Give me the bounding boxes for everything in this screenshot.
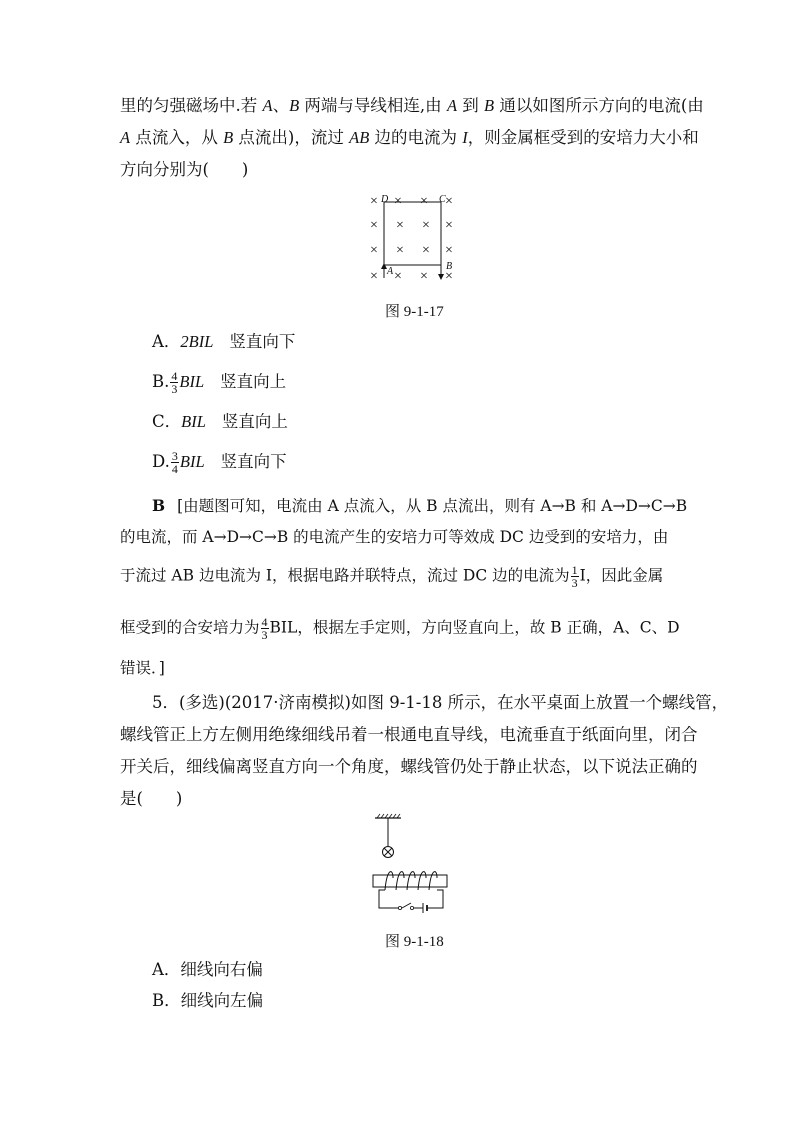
fraction-numerator: 3 — [171, 449, 178, 463]
answer-text: 框受到的合安培力为 — [120, 618, 260, 637]
fraction-denominator: 3 — [571, 576, 578, 590]
label-a: A — [446, 96, 458, 115]
intro-line-3: 方向分别为( ) — [120, 160, 249, 179]
text-run: 通以如图所示方向的电流(由 — [494, 96, 704, 115]
vertex-label-a: A — [387, 266, 394, 277]
text-run: 、 — [272, 96, 290, 115]
answer-letter: B — [152, 496, 166, 515]
option-value: 2BIL — [180, 332, 214, 351]
svg-text:×: × — [396, 243, 404, 258]
svg-text:×: × — [394, 194, 402, 209]
intro-line-1 — [120, 96, 704, 116]
q5-line-2: 螺线管正上方左侧用绝缘细线吊着一根通电直导线，电流垂直于纸面向里，闭合 — [120, 725, 698, 744]
answer-text: [由题图可知，电流由 A 点流入，从 B 点流出，则有 A→B 和 A→D→C→B — [177, 497, 688, 515]
intro-line-2 — [120, 128, 699, 148]
option-letter: C． — [152, 412, 182, 431]
text-run: 点流出)，流过 — [233, 128, 350, 147]
magnetic-field-diagram — [360, 188, 470, 288]
figure-caption: 图 9-1-17 — [385, 304, 444, 320]
svg-text:×: × — [370, 269, 378, 284]
svg-text:×: × — [370, 243, 378, 258]
fraction-denominator: 3 — [171, 382, 178, 396]
option-letter: A． — [152, 332, 181, 351]
text-run: 边的电流为 — [369, 128, 463, 147]
svg-text:×: × — [420, 194, 428, 209]
option-direction: 竖直向下 — [220, 452, 287, 471]
svg-text:×: × — [370, 218, 378, 233]
svg-text:×: × — [422, 218, 430, 233]
option-d — [152, 450, 287, 475]
svg-text:×: × — [422, 243, 430, 258]
answer-line-1 — [152, 496, 687, 516]
label-b: B — [223, 128, 234, 147]
svg-text:×: × — [445, 218, 453, 233]
label-i: I — [462, 128, 468, 147]
option-direction: 竖直向下 — [229, 332, 296, 351]
answer-line-3 — [120, 564, 663, 589]
figure-9-1-18 — [365, 812, 461, 918]
fraction-denominator: 4 — [171, 462, 178, 476]
fraction — [261, 616, 269, 641]
vertex-label-d: D — [381, 194, 389, 205]
figure-9-1-17 — [360, 188, 470, 288]
fraction — [170, 370, 178, 395]
fraction-numerator: 4 — [171, 369, 178, 383]
svg-text:×: × — [396, 218, 404, 233]
fraction-denominator: 3 — [261, 628, 268, 642]
svg-text:×: × — [445, 194, 453, 209]
option-letter: D. — [152, 452, 170, 471]
figure-caption: 图 9-1-18 — [385, 934, 444, 950]
option-letter: B. — [152, 372, 170, 391]
vertex-label-c: C — [439, 194, 446, 205]
option-b: B．细线向左偏 — [152, 991, 264, 1010]
svg-text:×: × — [445, 269, 453, 284]
text-run: 点流入，从 — [130, 128, 224, 147]
q5-line-1: 5．(多选)(2017·济南模拟)如图 9-1-18 所示，在水平桌面上放置一个螺线管， — [152, 693, 729, 712]
option-a: A．细线向右偏 — [152, 960, 263, 979]
fraction — [171, 450, 179, 475]
option-direction: 竖直向上 — [220, 372, 287, 391]
fraction — [571, 564, 579, 589]
option-c — [152, 412, 288, 432]
option-b — [152, 370, 286, 395]
label-a: A — [262, 96, 273, 115]
label-b: B — [484, 96, 495, 115]
answer-line-5: 错误．] — [120, 659, 165, 677]
svg-text:×: × — [445, 243, 453, 258]
text-run: 到 — [457, 96, 485, 115]
label-a: A — [120, 128, 131, 147]
answer-line-2: 的电流，而 A→D→C→B 的电流产生的安培力可等效成 DC 边受到的安培力，由 — [120, 528, 669, 546]
option-value: BIL — [181, 412, 206, 431]
answer-text: I，因此金属 — [579, 566, 664, 585]
label-b: B — [289, 96, 300, 115]
answer-line-4 — [120, 616, 680, 641]
q5-line-3: 开关后，细线偏离竖直方向一个角度，螺线管仍处于静止状态，以下说法正确的 — [120, 757, 698, 776]
solenoid-diagram — [365, 812, 461, 918]
fraction-numerator: 4 — [261, 615, 268, 629]
option-direction: 竖直向上 — [221, 412, 288, 431]
text-run: ，则金属框受到的安培力大小和 — [467, 128, 699, 147]
text-run: 两端与导线相连,由 — [299, 96, 447, 115]
fraction-numerator: 1 — [571, 563, 578, 577]
option-a — [152, 332, 295, 352]
answer-text: 于流过 AB 边电流为 I，根据电路并联特点，流过 DC 边的电流为 — [120, 566, 570, 585]
text-run: 里的匀强磁场中.若 — [120, 96, 263, 115]
vertex-label-b: B — [446, 261, 453, 272]
q5-line-4: 是( ) — [120, 789, 183, 808]
answer-text: BIL，根据左手定则，方向竖直向上，故 B 正确，A、C、D — [269, 618, 680, 637]
svg-text:×: × — [370, 194, 378, 209]
option-value: BIL — [179, 452, 205, 471]
option-value: BIL — [179, 372, 205, 391]
label-ab: AB — [349, 128, 370, 147]
svg-text:×: × — [420, 269, 428, 284]
svg-text:×: × — [394, 269, 402, 284]
